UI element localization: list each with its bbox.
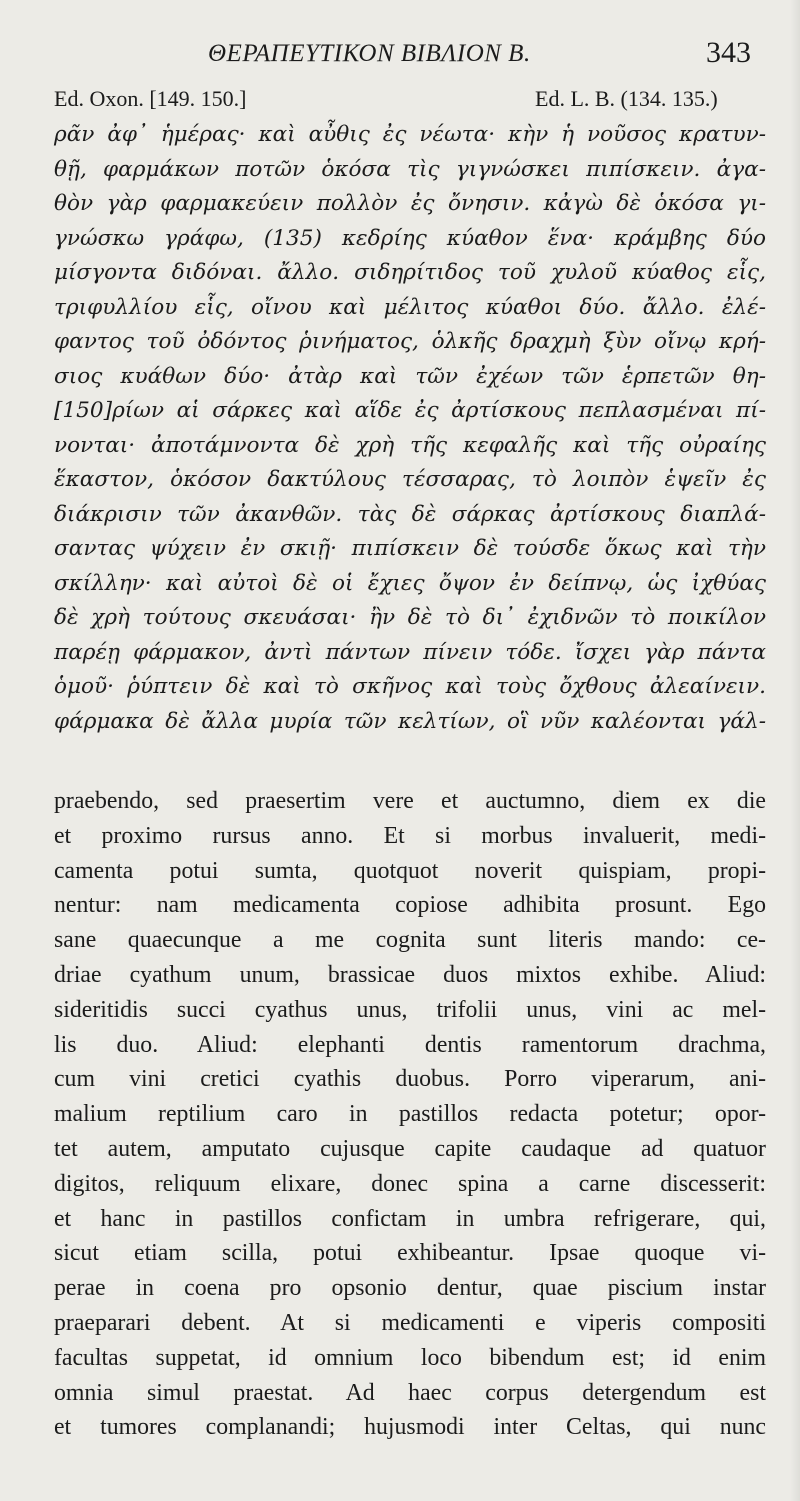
running-title: ΘΕΡΑΠΕΥΤΙΚΟΝ ΒΙΒΛΙΟΝ Β. [208, 40, 531, 67]
greek-line: ρᾶν ἀφ᾽ ἡμέρας· καὶ αὖθις ἐς νέωτα· κὴν ἡ νοῦσος κρατυν- [54, 122, 766, 147]
running-head [0, 32, 800, 76]
latin-line: camenta potui sumta, quotquot noverit quispiam, propi- [54, 857, 766, 884]
latin-line: digitos, reliquum elixare, donec spina a carne discesserit: [54, 1170, 766, 1197]
edition-references [0, 86, 800, 118]
greek-line: σιος κυάθων δύο· ἀτὰρ καὶ τῶν ἐχέων τῶν ἑρπετῶν θη- [54, 363, 766, 389]
greek-line: ὁμοῦ· ῥύπτειν δὲ καὶ τὸ σκῆνος καὶ τοὺς ὄχθους ἀλεαίνειν. [54, 674, 766, 699]
latin-line: lis duo. Aliud: elephanti dentis ramentorum drachma, [54, 1031, 766, 1058]
latin-line: et proximo rursus anno. Et si morbus invaluerit, medi- [54, 822, 766, 849]
greek-line: θὸν γὰρ φαρμακεύειν πολλὸν ἐς ὄνησιν. κἀγὼ δὲ ὁκόσα γι- [54, 191, 766, 216]
latin-line: malium reptilium caro in pastillos redacta potetur; opor- [54, 1101, 766, 1128]
latin-line: et tumores complanandi; hujusmodi inter Celtas, qui nunc [54, 1414, 766, 1441]
latin-line: praeparari debent. At si medicamenti e viperis compositi [54, 1309, 766, 1336]
latin-line: facultas suppetat, id omnium loco bibendum est; id enim [54, 1344, 766, 1371]
greek-line: δὲ χρὴ τούτους σκευάσαι· ἢν δὲ τὸ δι᾽ ἐχιδνῶν τὸ ποικίλον [54, 605, 766, 630]
greek-line: τριφυλλίου εἷς, οἴνου καὶ μέλιτος κύαθοι δύο. ἄλλο. ἐλέ- [54, 294, 766, 320]
latin-translation-block [54, 784, 766, 1445]
greek-line: νονται· ἀποτάμνοντα δὲ χρὴ τῆς κεφαλῆς καὶ τῆς οὐραίης [54, 432, 766, 458]
greek-line: φάρμακα δὲ ἄλλα μυρία τῶν κελτίων, οἳ νῦν καλέονται γάλ- [54, 708, 766, 734]
greek-line: παρέῃ φάρμακον, ἀντὶ πάντων πίνειν τόδε. ἴσχει γὰρ πάντα [54, 639, 766, 665]
page-number: 343 [706, 36, 751, 69]
greek-line: ἕκαστον, ὁκόσον δακτύλους τέσσαρας, τὸ λοιπὸν ἑψεῖν ἐς [54, 467, 766, 492]
greek-line: μίσγοντα διδόναι. ἄλλο. σιδηρίτιδος τοῦ χυλοῦ κύαθος εἷς, [54, 260, 766, 285]
latin-line: praebendo, sed praesertim vere et auctumno, diem ex die [54, 788, 766, 814]
greek-line: σκίλλην· καὶ αὐτοὶ δὲ οἱ ἔχιες ὄψον ἐν δείπνῳ, ὡς ἰχθύας [54, 570, 766, 596]
latin-line: perae in coena pro opsonio dentur, quae piscium instar [54, 1275, 766, 1302]
latin-line: nentur: nam medicamenta copiose adhibita prosunt. Ego [54, 892, 766, 919]
latin-line: omnia simul praestat. Ad haec corpus detergendum est [54, 1379, 766, 1406]
page-edge-shading [790, 0, 800, 1501]
latin-line: sideritidis succi cyathus unus, trifolii unus, vini ac mel- [54, 996, 766, 1023]
greek-line: γνώσκω γράφω, (135) κεδρίης κύαθον ἕνα· κράμβης δύο [54, 225, 766, 251]
greek-line: θῇ, φαρμάκων ποτῶν ὁκόσα τὶς γιγνώσκει πιπίσκειν. ἀγα- [54, 156, 766, 182]
edition-reference-lb: Ed. L. B. (134. 135.) [535, 86, 718, 111]
edition-reference-oxon: Ed. Oxon. [149. 150.] [54, 86, 247, 111]
greek-line: διάκρισιν τῶν ἀκανθῶν. τὰς δὲ σάρκας ἀρτίσκους διαπλά- [54, 501, 766, 527]
greek-line: [150]ρίων αἱ σάρκες καὶ αἵδε ἐς ἀρτίσκους πεπλασμέναι πί- [54, 398, 766, 423]
greek-text-block [54, 118, 766, 739]
latin-line: et hanc in pastillos confictam in umbra refrigerare, qui, [54, 1205, 766, 1232]
latin-line: sane quaecunque a me cognita sunt literis mando: ce- [54, 927, 766, 954]
latin-line: cum vini cretici cyathis duobus. Porro viperarum, ani- [54, 1066, 766, 1093]
latin-line: driae cyathum unum, brassicae duos mixtos exhibe. Aliud: [54, 961, 766, 988]
latin-line: tet autem, amputato cujusque capite caudaque ad quatuor [54, 1135, 766, 1162]
greek-line: φαντος τοῦ ὀδόντος ῥινήματος, ὁλκῆς δραχμὴ ξὺν οἴνῳ κρή- [54, 329, 766, 354]
latin-line: sicut etiam scilla, potui exhibeantur. Ipsae quoque vi- [54, 1240, 766, 1267]
greek-line: σαντας ψύχειν ἐν σκιῇ· πιπίσκειν δὲ τούσδε ὅκως καὶ τὴν [54, 536, 766, 561]
